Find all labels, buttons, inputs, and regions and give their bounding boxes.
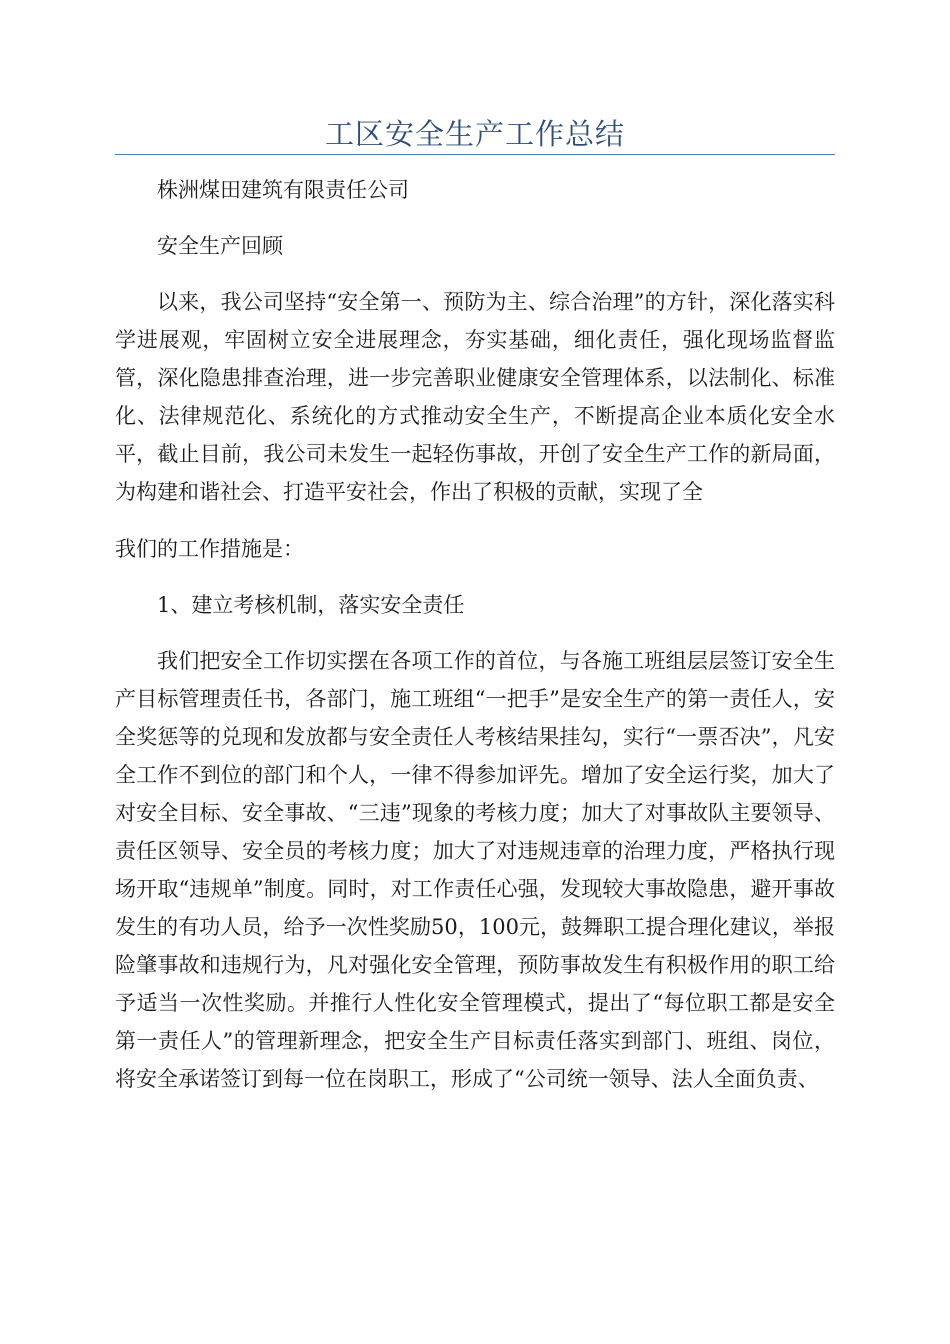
measures-intro: 我们的工作措施是： [115, 537, 304, 561]
title-underline [115, 154, 835, 155]
company-name: 株洲煤田建筑有限责任公司 [157, 178, 409, 202]
document-title: 工区安全生产工作总结 [324, 117, 625, 151]
intro-paragraph: 以来，我公司坚持“安全第一、预防为主、综合治理”的方针，深化落实科学进展观，牢固树立安全进展理念，夯实基础，细化责任，强化现场监督监管，深化隐患排查治理，进一步完善职业健康安全管理体系，以法制化、标准化、法律规范化、系统化的方式推动安全生产，不断提高企业本质化安全水平，截止目前，我公司未发生一起轻伤事故，开创了安全生产工作的新局面，为构建和谐社会、打造平安社会，作出了积极的贡献，实现了全 [115, 290, 835, 504]
measure-1-body: 我们把安全工作切实摆在各项工作的首位，与各施工班组层层签订安全生产目标管理责任书，各部门，施工班组“一把手”是安全生产的第一责任人，安全奖惩等的兑现和发放都与安全责任人考核结果挂勾，实行“一票否决”，凡安全工作不到位的部门和个人，一律不得参加评先。增加了安全运行奖，加大了对安全目标、安全事故、“三违”现象的考核力度；加大了对事故队主要领导、责任区领导、安全员的考核力度；加大了对违规违章的治理力度，严格执行现场开取“违规单”制度。同时，对工作责任心强，发现较大事故隐患，避开事故发生的有功人员，给予一次性奖励50，100元，鼓舞职工提合理化建议，举报险肇事故和违规行为，凡对强化安全管理，预防事故发生有积极作用的职工给予适当一次性奖励。并推行人性化安全管理模式，提出了“每位职工都是安全第一责任人”的管理新理念，把安全生产目标责任落实到部门、班组、岗位，将安全承诺签订到每一位在岗职工，形成了“公司统一领导、法人全面负责、 [115, 649, 835, 1091]
document-body [115, 171, 835, 1117]
section-heading: 安全生产回顾 [157, 234, 283, 258]
measure-1-heading: 1、建立考核机制，落实安全责任 [157, 593, 465, 617]
